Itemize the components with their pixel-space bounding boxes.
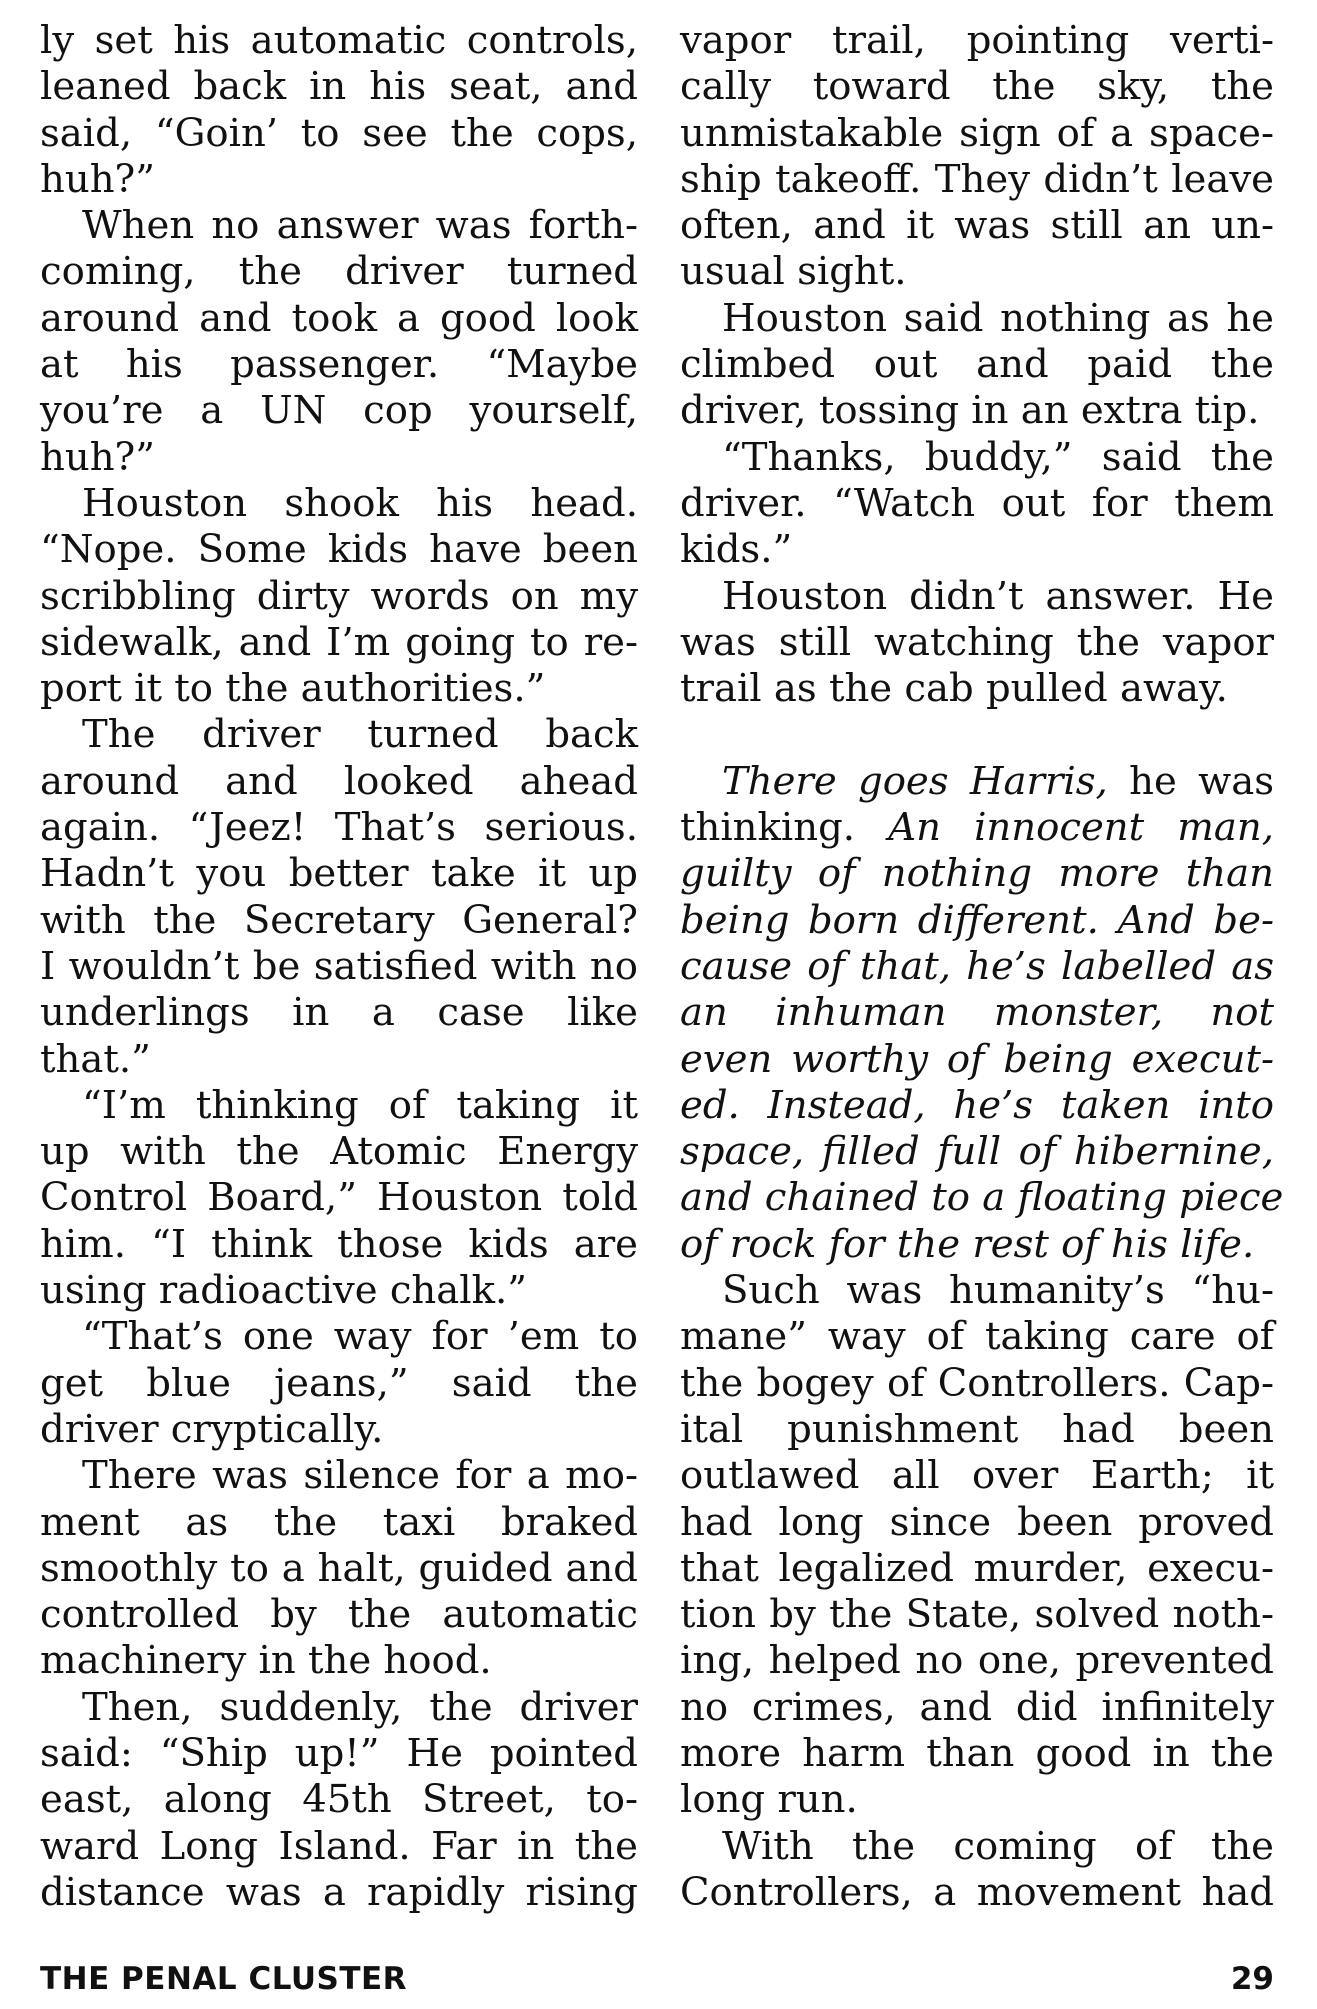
text-line: Then, suddenly, the driver <box>82 1684 638 1730</box>
text-line: you’re a UN cop yourself, <box>40 388 638 434</box>
text-line: more harm than good in the <box>680 1730 1274 1776</box>
text-line: up with the Atomic Energy <box>40 1129 638 1175</box>
text-line: at his passenger. “Maybe <box>40 342 638 388</box>
text-line: the bogey of Controllers. Cap- <box>680 1360 1274 1406</box>
text-line: space, filled full of hibernine, <box>680 1129 1274 1175</box>
section-break <box>680 712 1274 758</box>
text-line: tion by the State, solved noth- <box>680 1592 1274 1638</box>
text-line: ly set his automatic controls, <box>40 18 638 63</box>
text-line: outlawed all over Earth; it <box>680 1453 1274 1499</box>
text-line: around and took a good look <box>40 295 638 341</box>
text-segment: There goes Harris, <box>722 758 1108 804</box>
text-line: ital punishment had been <box>680 1406 1274 1452</box>
text-line: east, along 45th Street, to- <box>40 1777 638 1823</box>
text-line <box>680 759 1274 805</box>
text-line: “Nope. Some kids have been <box>40 527 638 573</box>
text-segment: An innocent man, <box>888 805 1274 851</box>
text-line: kids.” <box>680 527 793 573</box>
text-line: When no answer was forth- <box>82 203 638 249</box>
text-line: climbed out and paid the <box>680 342 1274 388</box>
text-line: With the coming of the <box>722 1823 1274 1869</box>
text-segment: he was <box>1107 758 1274 804</box>
text-line: ed. Instead, he’s taken into <box>680 1082 1274 1128</box>
text-line: underlings in a case like <box>40 990 638 1036</box>
running-title: THE PENAL CLUSTER <box>40 1961 408 1997</box>
text-line: get blue jeans,” said the <box>40 1360 638 1406</box>
text-line: even worthy of being execut- <box>680 1036 1274 1082</box>
text-line: had long since been proved <box>680 1499 1274 1545</box>
text-line: usual sight. <box>680 249 907 295</box>
text-line: The driver turned back <box>82 712 638 758</box>
text-line: scribbling dirty words on my <box>40 573 638 619</box>
text-line: huh?” <box>40 434 155 480</box>
text-line: often, and it was still an un- <box>680 203 1274 249</box>
text-line: There was silence for a mo- <box>82 1453 638 1499</box>
text-line: trail as the cab pulled away. <box>680 666 1228 712</box>
text-line: Houston shook his head. <box>82 480 638 526</box>
page-footer <box>40 1957 1274 2001</box>
left-column <box>40 18 638 1916</box>
text-line: and chained to a floating piece <box>680 1175 1284 1221</box>
page-number: 29 <box>1230 1961 1274 1997</box>
text-line: again. “Jeez! That’s serious. <box>40 805 638 851</box>
text-line: Control Board,” Houston told <box>40 1175 638 1221</box>
text-line: leaned back in his seat, and <box>40 64 638 110</box>
text-line: ship takeoff. They didn’t leave <box>680 156 1274 202</box>
text-line: coming, the driver turned <box>40 249 638 295</box>
text-segment: thinking. <box>680 805 889 851</box>
text-line: long run. <box>680 1777 858 1823</box>
text-line: Houston said nothing as he <box>722 295 1274 341</box>
text-line: mane” way of taking care of <box>680 1314 1274 1360</box>
text-line: Such was humanity’s “hu- <box>722 1268 1274 1314</box>
text-line: sidewalk, and I’m going to re- <box>40 619 638 665</box>
text-line: Houston didn’t answer. He <box>722 573 1274 619</box>
text-line: that.” <box>40 1036 151 1082</box>
text-line: huh?” <box>40 156 155 202</box>
text-line: an inhuman monster, not <box>680 990 1274 1036</box>
text-line: that legalized murder, execu- <box>680 1545 1274 1591</box>
text-line: ing, helped no one, prevented <box>680 1638 1274 1684</box>
text-line: guilty of nothing more than <box>680 851 1274 897</box>
text-line: “Thanks, buddy,” said the <box>722 434 1274 480</box>
text-line: was still watching the vapor <box>680 619 1274 665</box>
text-line: no crimes, and did infinitely <box>680 1684 1274 1730</box>
text-line: port it to the authorities.” <box>40 666 546 712</box>
text-line: unmistakable sign of a space- <box>680 110 1274 156</box>
text-line: ment as the taxi braked <box>40 1499 638 1545</box>
text-line: driver cryptically. <box>40 1406 384 1452</box>
right-column <box>680 18 1284 1916</box>
text-line: machinery in the hood. <box>40 1638 492 1684</box>
text-line: driver, tossing in an extra tip. <box>680 388 1260 434</box>
text-line: vapor trail, pointing verti- <box>680 18 1274 63</box>
text-line: said: “Ship up!” He pointed <box>40 1730 638 1776</box>
text-line: cally toward the sky, the <box>680 64 1274 110</box>
text-line: using radioactive chalk.” <box>40 1268 527 1314</box>
text-line: of rock for the rest of his life. <box>680 1221 1255 1267</box>
text-line <box>680 805 1274 851</box>
text-line: driver. “Watch out for them <box>680 480 1274 526</box>
text-line: distance was a rapidly rising <box>40 1869 638 1915</box>
text-line: cause of that, he’s labelled as <box>680 943 1274 989</box>
text-line: I wouldn’t be satisfied with no <box>40 943 638 989</box>
text-line: him. “I think those kids are <box>40 1221 638 1267</box>
text-line: Controllers, a movement had <box>680 1869 1274 1915</box>
text-line: “I’m thinking of taking it <box>82 1082 638 1128</box>
text-line: around and looked ahead <box>40 758 638 804</box>
text-line: “That’s one way for ’em to <box>82 1314 638 1360</box>
text-line: Hadn’t you better take it up <box>40 851 638 897</box>
text-line: being born different. And be- <box>680 897 1274 943</box>
text-line: controlled by the automatic <box>40 1592 638 1638</box>
text-line: with the Secretary General? <box>40 897 638 943</box>
text-line: ward Long Island. Far in the <box>40 1823 638 1869</box>
text-line: said, “Goin’ to see the cops, <box>40 110 638 156</box>
text-line: smoothly to a halt, guided and <box>40 1545 638 1591</box>
